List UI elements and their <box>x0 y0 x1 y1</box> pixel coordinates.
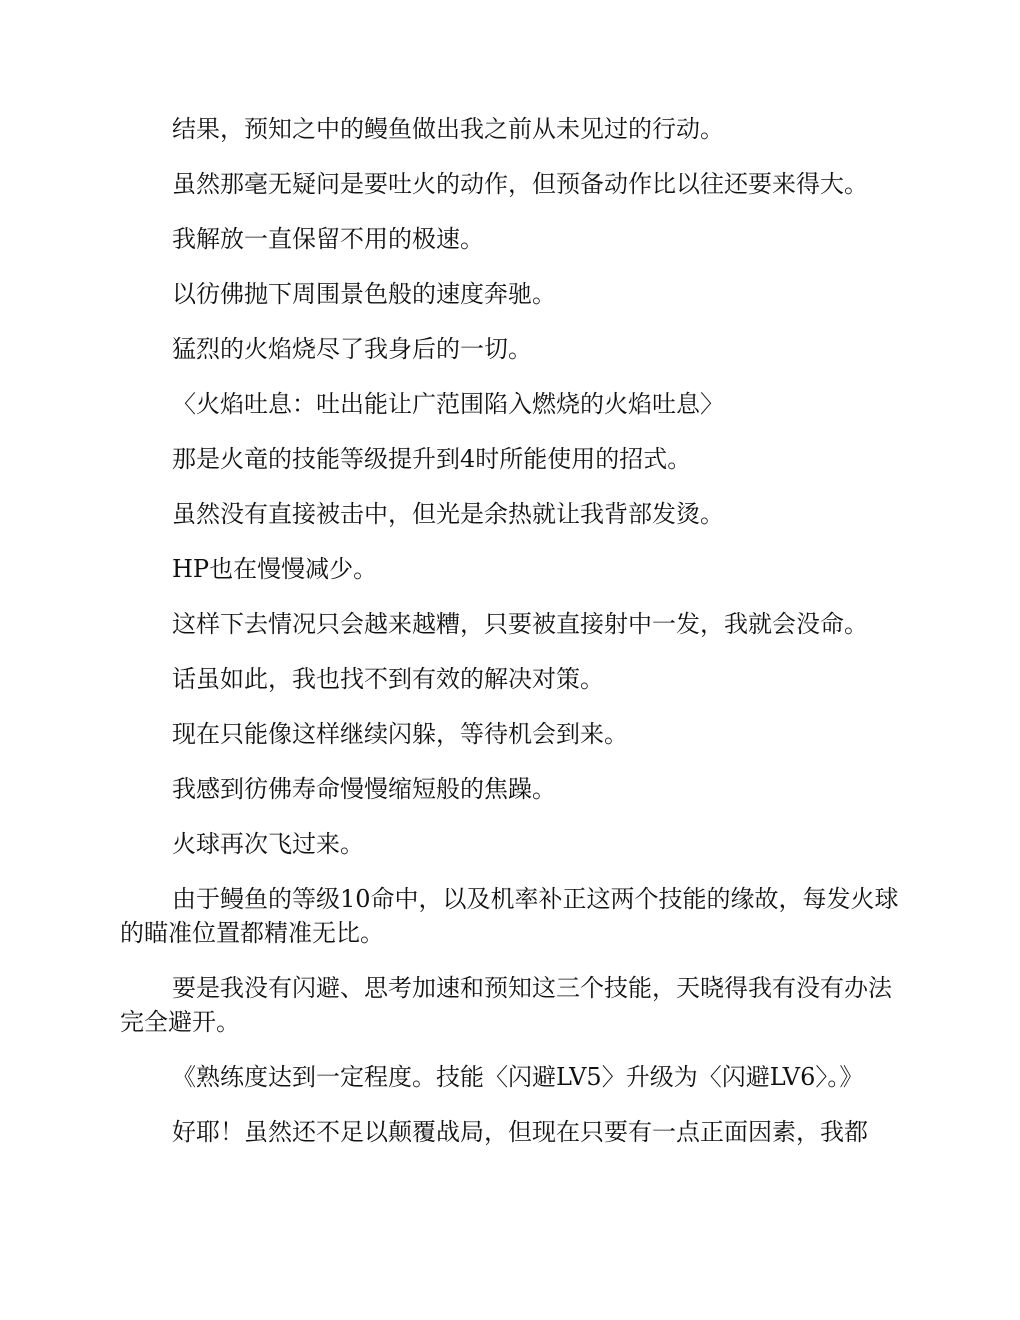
paragraph: 虽然没有直接被击中，但光是余热就让我背部发烫。 <box>172 500 724 528</box>
document-body <box>120 112 900 1170</box>
paragraph: 要是我没有闪避、思考加速和预知这三个技能，天晓得我有没有办法完全避开。 <box>120 974 892 1036</box>
paragraph: 由于鳗鱼的等级10命中，以及机率补正这两个技能的缘故，每发火球的瞄准位置都精准无比。 <box>120 885 899 947</box>
paragraph: 好耶！虽然还不足以颠覆战局，但现在只要有一点正面因素，我都 <box>172 1118 868 1146</box>
paragraph: 火球再次飞过来。 <box>172 830 364 858</box>
paragraph: 结果，预知之中的鳗鱼做出我之前从未见过的行动。 <box>172 115 724 143</box>
paragraph: 那是火竜的技能等级提升到4时所能使用的招式。 <box>172 445 692 473</box>
paragraph: 猛烈的火焰烧尽了我身后的一切。 <box>172 335 532 363</box>
paragraph: 话虽如此，我也找不到有效的解决对策。 <box>172 665 604 693</box>
paragraph: HP也在慢慢减少。 <box>172 555 378 583</box>
paragraph: 现在只能像这样继续闪躲，等待机会到来。 <box>172 720 628 748</box>
paragraph: 《熟练度达到一定程度。技能〈闪避LV5〉升级为〈闪避LV6〉。》 <box>172 1063 864 1091</box>
paragraph: 我感到彷佛寿命慢慢缩短般的焦躁。 <box>172 775 556 803</box>
paragraph: 我解放一直保留不用的极速。 <box>172 225 484 253</box>
paragraph: 这样下去情况只会越来越糟，只要被直接射中一发，我就会没命。 <box>172 610 868 638</box>
paragraph: 虽然那毫无疑问是要吐火的动作，但预备动作比以往还要来得大。 <box>172 170 868 198</box>
paragraph: 以彷佛抛下周围景色般的速度奔驰。 <box>172 280 556 308</box>
paragraph: 〈火焰吐息：吐出能让广范围陷入燃烧的火焰吐息〉 <box>172 390 724 418</box>
